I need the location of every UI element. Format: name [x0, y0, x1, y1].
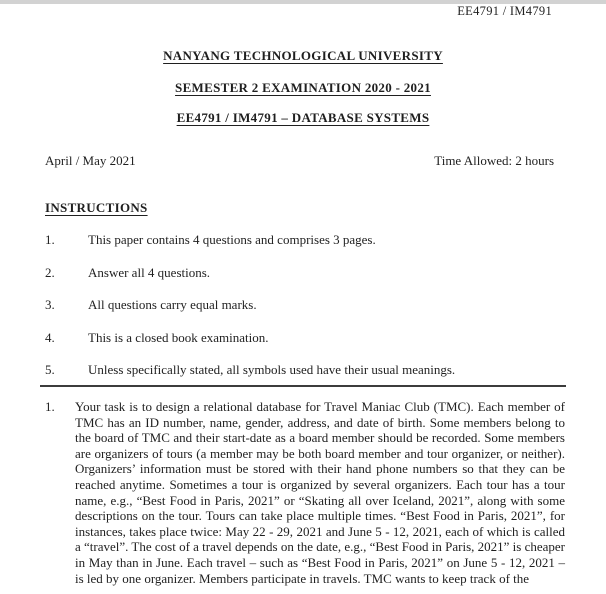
instruction-item — [45, 362, 565, 378]
question-item — [45, 399, 565, 586]
instructions-list — [45, 232, 565, 395]
course-title: EE4791 / IM4791 – DATABASE SYSTEMS — [176, 110, 430, 125]
instruction-item — [45, 232, 565, 248]
instruction-number: 4. — [45, 329, 55, 345]
separator-rule — [40, 385, 566, 387]
instruction-number: 3. — [45, 297, 55, 312]
instruction-text: Answer all 4 questions. — [88, 264, 211, 280]
instruction-item — [45, 297, 565, 313]
date-time-row — [45, 153, 554, 169]
time-allowed: Time Allowed: 2 hours — [434, 153, 554, 168]
exam-session-title: SEMESTER 2 EXAMINATION 2020 - 2021 — [175, 80, 431, 95]
instruction-text: Unless specifically stated, all symbols used have their usual meanings. — [88, 362, 456, 377]
instruction-text: This paper contains 4 questions and comprises 3 pages. — [88, 232, 376, 247]
instructions-heading: INSTRUCTIONS — [45, 200, 148, 215]
exam-date: April / May 2021 — [45, 153, 136, 168]
question-text: Your task is to design a relational database for Travel Maniac Club (TMC). Each member of TMC has an ID number, name, gender, address, and date of birth. Some members belong to the board of TMC and their start-date as a board member should be recorded. Some members are organizers of tours (a member may be both board member and tour organizer, or neither). Organizers’ information must be stored with their hand phone numbers so that they can be reached anytime. Sometimes a tour is organized by several organizers. Each tour has a tour name, e.g., “Best Food in Paris, 2021” or “Skating all over Iceland, 2021”, along with some descriptions on the tour. Tours can take place multiple times. “Best Food in Paris, 2021”, for instances, takes place twice: May 22 - 29, 2021 and June 5 - 12, 2021, each of which is called a “travel”. The cost of a travel depends on the date, e.g., “Best Food in Paris, 2021” is cheaper in May than in June. Each travel – such as “Best Food in Paris, 2021” on June 5 - 12, 2021 – is led by one organizer. Members participate in travels. TMC wants to keep track of the — [75, 399, 565, 586]
course-code-header: EE4791 / IM4791 — [457, 4, 552, 18]
instruction-item — [45, 265, 565, 281]
instruction-text: All questions carry equal marks. — [88, 297, 257, 312]
question-number: 1. — [45, 399, 55, 414]
instruction-number: 2. — [45, 264, 55, 280]
university-title: NANYANG TECHNOLOGICAL UNIVERSITY — [163, 48, 443, 63]
instruction-number: 1. — [45, 232, 55, 247]
instruction-number: 5. — [45, 362, 55, 377]
instruction-text: This is a closed book examination. — [88, 329, 269, 345]
instruction-item — [45, 330, 565, 346]
